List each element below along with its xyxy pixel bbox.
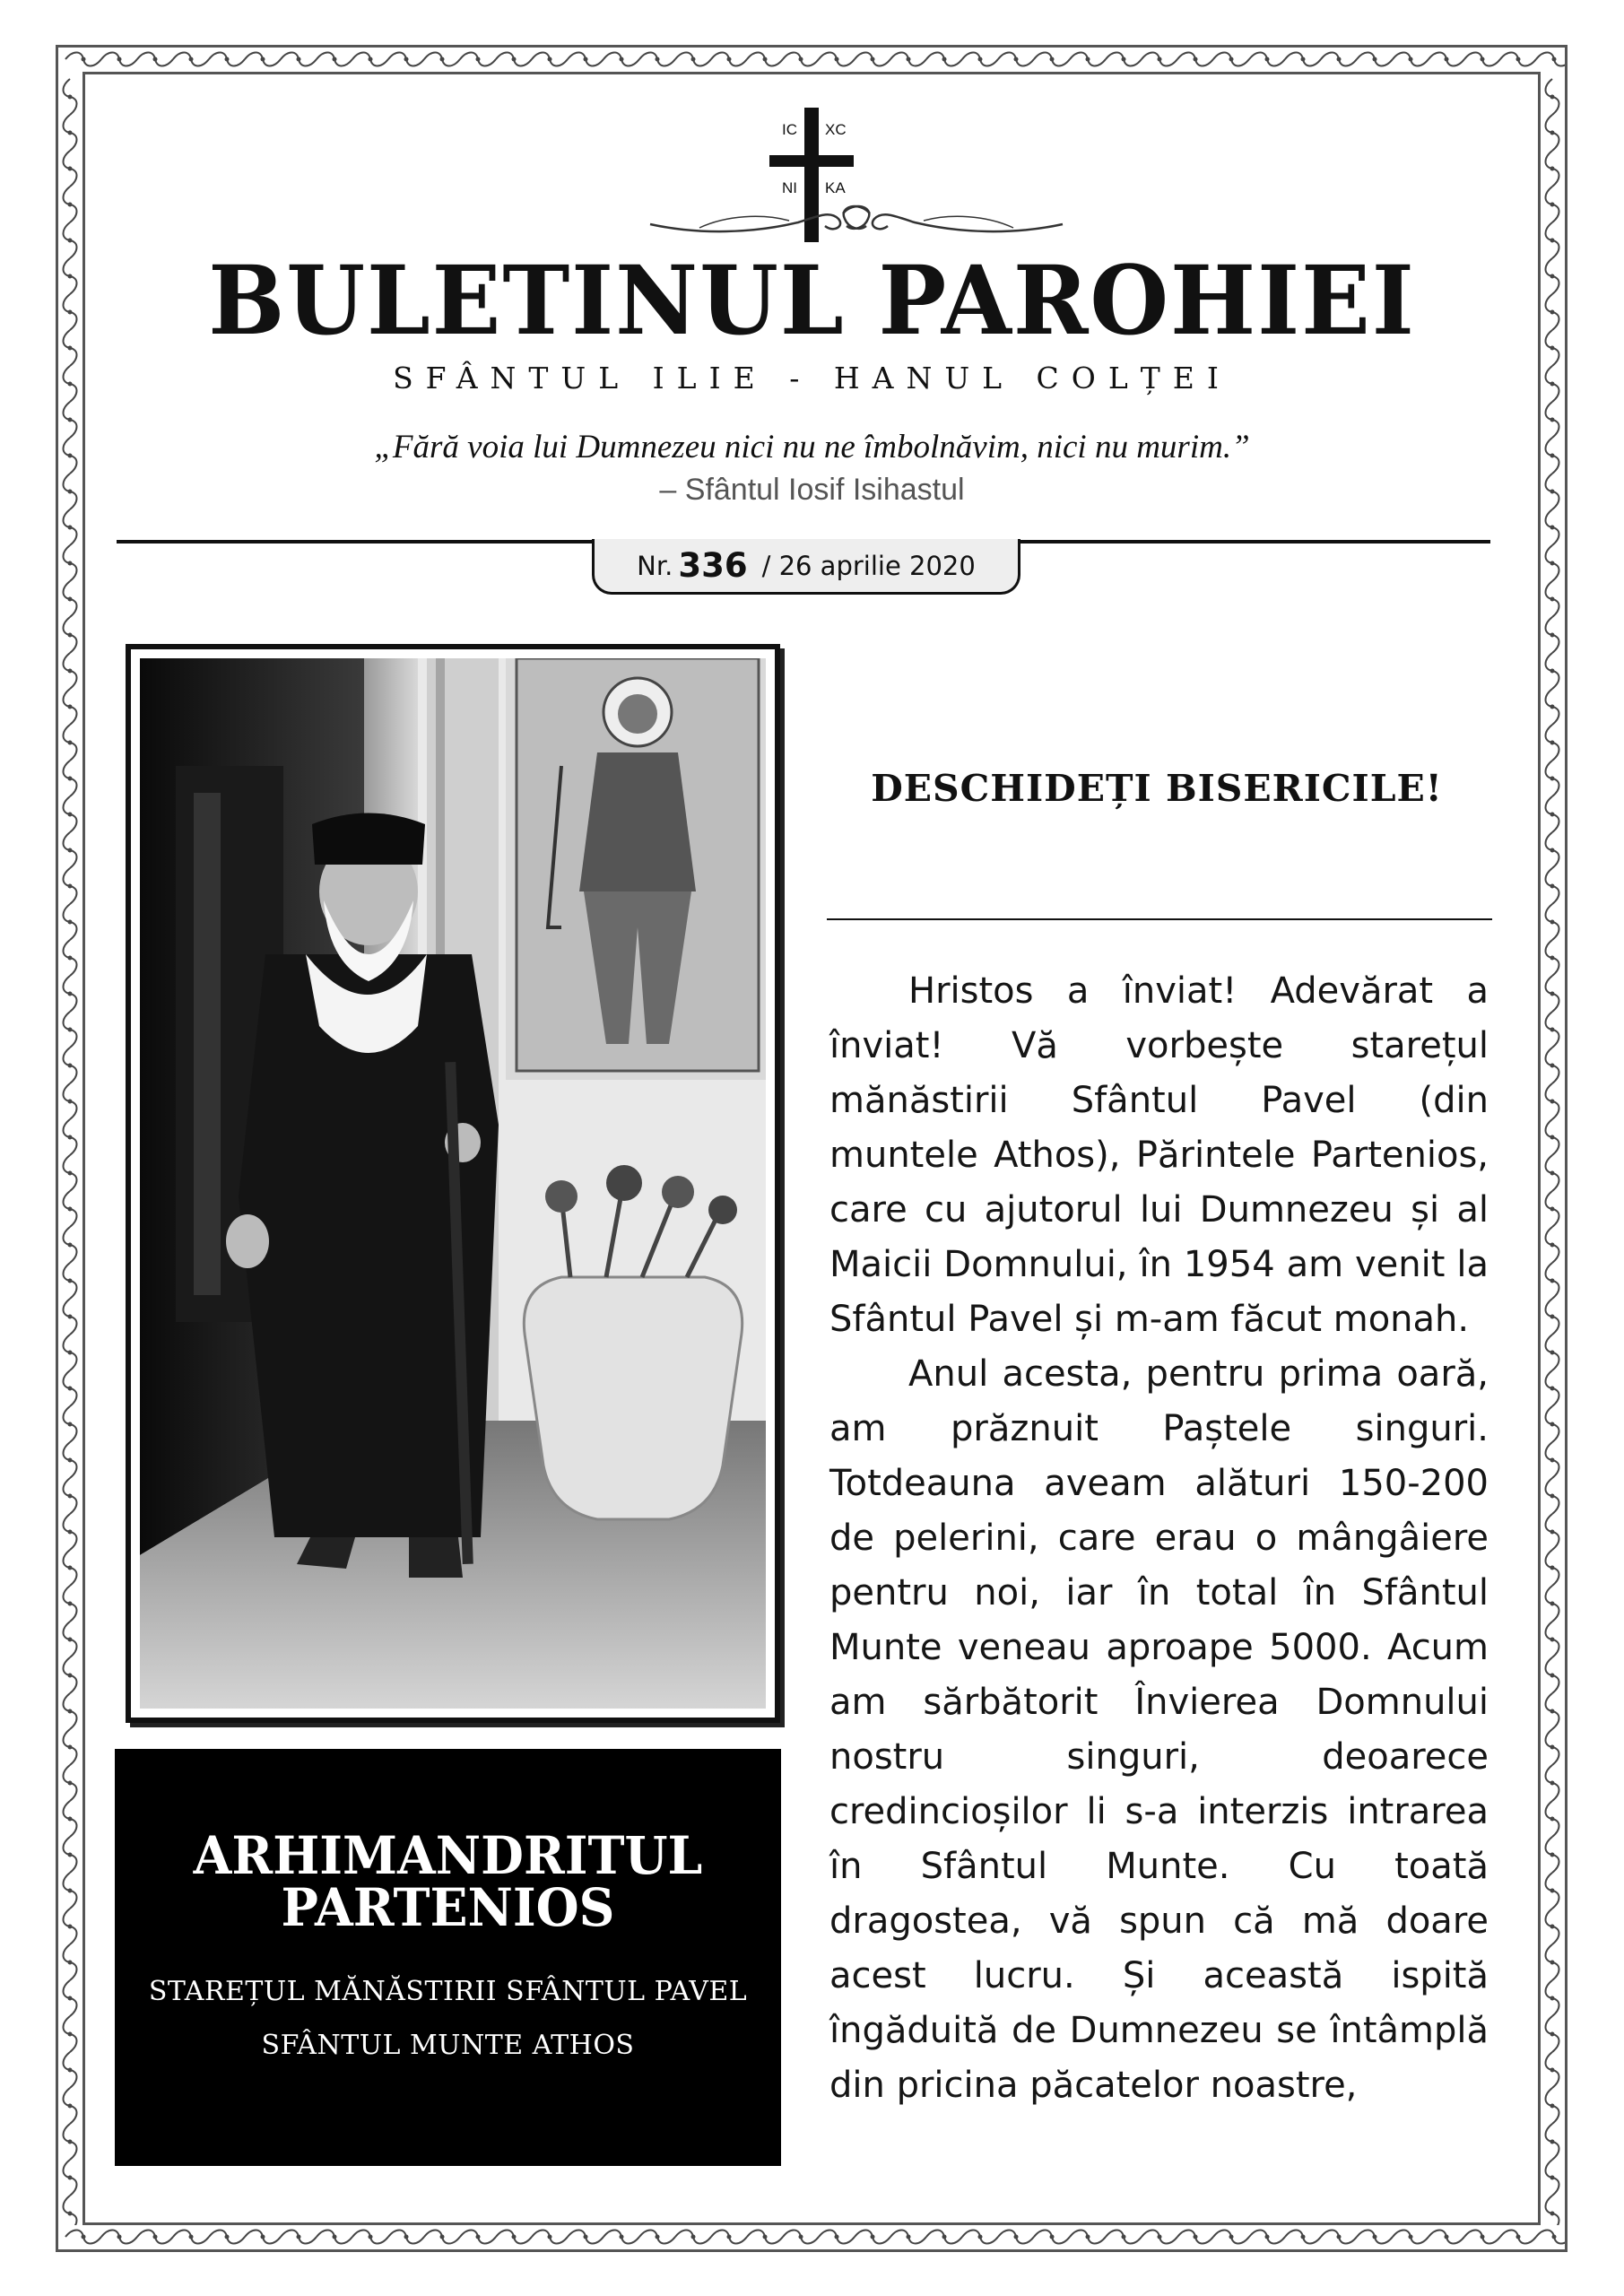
ornament-border-bottom — [58, 2225, 1565, 2249]
ornament-border-left — [58, 72, 83, 2225]
cross-letter-ic: IC — [782, 121, 797, 138]
issue-date: / 26 aprilie 2020 — [761, 550, 976, 581]
caption-role-line2: SFÂNTUL MUNTE ATHOS — [261, 2030, 635, 2061]
header-quote: „Fără voia lui Dumnezeu nici nu ne îmbolnăvim, nici nu murim.” — [374, 429, 1250, 465]
article-body — [829, 964, 1489, 2113]
ornament-border-right — [1541, 72, 1565, 2225]
cross-letter-ka: KA — [825, 179, 846, 196]
quote-author: – Sfântul Iosif Isihastul — [659, 473, 965, 507]
cross-letter-ni: NI — [782, 179, 797, 196]
portrait-photo — [126, 644, 780, 1723]
bulletin-title: BULETINUL PAROHIEI — [208, 244, 1416, 356]
flourish-right-icon — [834, 197, 1067, 242]
caption-name: ARHIMANDRITUL PARTENIOS — [193, 1825, 703, 1938]
article-paragraph: Hristos a înviat! Adevărat a înviat! Vă vorbește starețul mănăstirii Sfântul Pavel (din muntele Athos), Părintele Partenios, care cu ajutorul lui Dumnezeu și al Maicii Domnului, în 1954 am venit la Sfântul Pavel și m-am făcut monah. — [829, 970, 1489, 1340]
cross-letter-xc: XC — [825, 121, 847, 138]
ornament-border-top — [58, 48, 1565, 72]
caption-role-line1: STAREȚUL MĂNĂSTIRII SFÂNTUL PAVEL — [148, 1976, 748, 2007]
article-title: DESCHIDEȚI BISERICILE! — [871, 767, 1443, 810]
portrait-caption — [115, 1749, 781, 2166]
issue-number: 336 — [678, 546, 748, 585]
article-divider — [827, 918, 1492, 920]
parish-subtitle: SFÂNTUL ILIE - HANUL COLȚEI — [393, 361, 1231, 396]
article-paragraph: Anul acesta, pentru prima oară, am prăznuit Paștele singuri. Totdeauna aveam alături 150-200 de pelerini, care erau o mângâiere pentru noi, iar în total în Sfântul Munte veneau aproape 5000. Acum am sărbătorit Învierea Domnului nostru singuri, deoarece credincioșilor li s-a interzis intrarea în Sfântul Munte. Cu toată dragostea, vă spun că mă doare acest lucru. Și această ispită îngăduită de Dumnezeu se întâmplă din pricina păcatelor noastre, — [829, 1353, 1489, 2106]
issue-prefix: Nr. — [637, 550, 673, 581]
issue-badge — [592, 539, 1020, 595]
